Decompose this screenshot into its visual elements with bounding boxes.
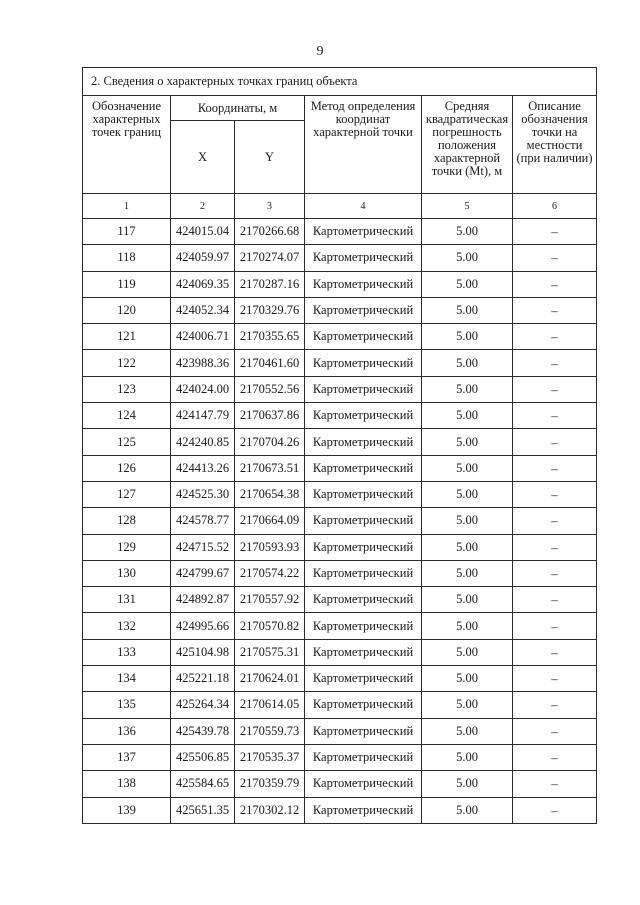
method-cell: Картометрический bbox=[305, 403, 422, 429]
y-coordinate-cell: 2170654.38 bbox=[235, 481, 305, 507]
point-id-cell: 122 bbox=[83, 350, 171, 376]
x-coordinate-cell: 424525.30 bbox=[171, 481, 235, 507]
column-number: 1 bbox=[83, 194, 171, 219]
x-coordinate-cell: 424995.66 bbox=[171, 613, 235, 639]
x-coordinate-cell: 424015.04 bbox=[171, 219, 235, 245]
table-row bbox=[83, 455, 597, 481]
y-coordinate-cell: 2170593.93 bbox=[235, 534, 305, 560]
table-row bbox=[83, 481, 597, 507]
table-row bbox=[83, 718, 597, 744]
description-cell: – bbox=[513, 324, 597, 350]
error-cell: 5.00 bbox=[422, 718, 513, 744]
method-cell: Картометрический bbox=[305, 324, 422, 350]
table-body bbox=[83, 219, 597, 824]
table-row bbox=[83, 560, 597, 586]
table-row bbox=[83, 324, 597, 350]
column-number: 4 bbox=[305, 194, 422, 219]
method-cell: Картометрический bbox=[305, 560, 422, 586]
column-number: 2 bbox=[171, 194, 235, 219]
column-number: 5 bbox=[422, 194, 513, 219]
error-cell: 5.00 bbox=[422, 324, 513, 350]
table-row bbox=[83, 534, 597, 560]
y-coordinate-cell: 2170673.51 bbox=[235, 455, 305, 481]
point-id-cell: 130 bbox=[83, 560, 171, 586]
description-cell: – bbox=[513, 429, 597, 455]
description-cell: – bbox=[513, 666, 597, 692]
description-cell: – bbox=[513, 744, 597, 770]
method-cell: Картометрический bbox=[305, 481, 422, 507]
point-id-cell: 118 bbox=[83, 245, 171, 271]
y-coordinate-cell: 2170637.86 bbox=[235, 403, 305, 429]
description-cell: – bbox=[513, 718, 597, 744]
x-coordinate-cell: 425506.85 bbox=[171, 744, 235, 770]
x-coordinate-cell: 424413.26 bbox=[171, 455, 235, 481]
error-cell: 5.00 bbox=[422, 797, 513, 823]
y-coordinate-cell: 2170535.37 bbox=[235, 744, 305, 770]
description-cell: – bbox=[513, 613, 597, 639]
description-cell: – bbox=[513, 639, 597, 665]
method-cell: Картометрический bbox=[305, 508, 422, 534]
x-coordinate-cell: 424006.71 bbox=[171, 324, 235, 350]
point-id-cell: 128 bbox=[83, 508, 171, 534]
description-cell: – bbox=[513, 560, 597, 586]
y-coordinate-cell: 2170704.26 bbox=[235, 429, 305, 455]
y-coordinate-cell: 2170574.22 bbox=[235, 560, 305, 586]
point-id-cell: 125 bbox=[83, 429, 171, 455]
point-id-cell: 132 bbox=[83, 613, 171, 639]
x-coordinate-cell: 424069.35 bbox=[171, 271, 235, 297]
page-number: 9 bbox=[316, 44, 324, 59]
method-cell: Картометрический bbox=[305, 613, 422, 639]
method-cell: Картометрический bbox=[305, 718, 422, 744]
error-cell: 5.00 bbox=[422, 587, 513, 613]
x-coordinate-cell: 424059.97 bbox=[171, 245, 235, 271]
x-coordinate-cell: 425439.78 bbox=[171, 718, 235, 744]
table-row bbox=[83, 271, 597, 297]
table-row bbox=[83, 797, 597, 823]
method-cell: Картометрический bbox=[305, 744, 422, 770]
y-coordinate-cell: 2170329.76 bbox=[235, 297, 305, 323]
header-x: X bbox=[171, 121, 235, 194]
error-cell: 5.00 bbox=[422, 271, 513, 297]
error-cell: 5.00 bbox=[422, 219, 513, 245]
y-coordinate-cell: 2170461.60 bbox=[235, 350, 305, 376]
description-cell: – bbox=[513, 350, 597, 376]
description-cell: – bbox=[513, 797, 597, 823]
y-coordinate-cell: 2170575.31 bbox=[235, 639, 305, 665]
x-coordinate-cell: 424024.00 bbox=[171, 376, 235, 402]
header-y: Y bbox=[235, 121, 305, 194]
y-coordinate-cell: 2170664.09 bbox=[235, 508, 305, 534]
method-cell: Картометрический bbox=[305, 692, 422, 718]
point-id-cell: 120 bbox=[83, 297, 171, 323]
description-cell: – bbox=[513, 455, 597, 481]
header-coordinates: Координаты, м bbox=[171, 96, 305, 121]
method-cell: Картометрический bbox=[305, 534, 422, 560]
section-title-row bbox=[83, 68, 597, 96]
method-cell: Картометрический bbox=[305, 639, 422, 665]
y-coordinate-cell: 2170355.65 bbox=[235, 324, 305, 350]
point-id-cell: 123 bbox=[83, 376, 171, 402]
column-number: 3 bbox=[235, 194, 305, 219]
method-cell: Картометрический bbox=[305, 587, 422, 613]
y-coordinate-cell: 2170274.07 bbox=[235, 245, 305, 271]
error-cell: 5.00 bbox=[422, 560, 513, 586]
x-coordinate-cell: 425584.65 bbox=[171, 771, 235, 797]
x-coordinate-cell: 424799.67 bbox=[171, 560, 235, 586]
method-cell: Картометрический bbox=[305, 455, 422, 481]
point-id-cell: 136 bbox=[83, 718, 171, 744]
point-id-cell: 121 bbox=[83, 324, 171, 350]
y-coordinate-cell: 2170552.56 bbox=[235, 376, 305, 402]
error-cell: 5.00 bbox=[422, 455, 513, 481]
method-cell: Картометрический bbox=[305, 797, 422, 823]
error-cell: 5.00 bbox=[422, 481, 513, 507]
point-id-cell: 127 bbox=[83, 481, 171, 507]
description-cell: – bbox=[513, 297, 597, 323]
error-cell: 5.00 bbox=[422, 692, 513, 718]
table-row bbox=[83, 508, 597, 534]
error-cell: 5.00 bbox=[422, 403, 513, 429]
table-row bbox=[83, 245, 597, 271]
column-numbers-row bbox=[83, 194, 597, 219]
table-row bbox=[83, 692, 597, 718]
error-cell: 5.00 bbox=[422, 429, 513, 455]
point-id-cell: 117 bbox=[83, 219, 171, 245]
point-id-cell: 133 bbox=[83, 639, 171, 665]
method-cell: Картометрический bbox=[305, 245, 422, 271]
table-row bbox=[83, 771, 597, 797]
description-cell: – bbox=[513, 376, 597, 402]
error-cell: 5.00 bbox=[422, 245, 513, 271]
table-row bbox=[83, 666, 597, 692]
method-cell: Картометрический bbox=[305, 666, 422, 692]
description-cell: – bbox=[513, 771, 597, 797]
y-coordinate-cell: 2170359.79 bbox=[235, 771, 305, 797]
error-cell: 5.00 bbox=[422, 666, 513, 692]
header-point-designation: Обозначение характерных точек границ bbox=[83, 96, 171, 194]
x-coordinate-cell: 424240.85 bbox=[171, 429, 235, 455]
error-cell: 5.00 bbox=[422, 534, 513, 560]
table-row bbox=[83, 350, 597, 376]
table-row bbox=[83, 297, 597, 323]
description-cell: – bbox=[513, 219, 597, 245]
section-title: 2. Сведения о характерных точках границ объекта bbox=[83, 68, 597, 96]
y-coordinate-cell: 2170624.01 bbox=[235, 666, 305, 692]
table-row bbox=[83, 587, 597, 613]
column-number: 6 bbox=[513, 194, 597, 219]
x-coordinate-cell: 424578.77 bbox=[171, 508, 235, 534]
table-row bbox=[83, 429, 597, 455]
y-coordinate-cell: 2170557.92 bbox=[235, 587, 305, 613]
error-cell: 5.00 bbox=[422, 508, 513, 534]
error-cell: 5.00 bbox=[422, 350, 513, 376]
table-row bbox=[83, 613, 597, 639]
x-coordinate-cell: 424715.52 bbox=[171, 534, 235, 560]
x-coordinate-cell: 425264.34 bbox=[171, 692, 235, 718]
description-cell: – bbox=[513, 245, 597, 271]
method-cell: Картометрический bbox=[305, 376, 422, 402]
y-coordinate-cell: 2170559.73 bbox=[235, 718, 305, 744]
point-id-cell: 137 bbox=[83, 744, 171, 770]
description-cell: – bbox=[513, 534, 597, 560]
point-id-cell: 135 bbox=[83, 692, 171, 718]
description-cell: – bbox=[513, 508, 597, 534]
x-coordinate-cell: 423988.36 bbox=[171, 350, 235, 376]
header-method: Метод определения координат характерной точки bbox=[305, 96, 422, 194]
description-cell: – bbox=[513, 587, 597, 613]
table-row bbox=[83, 376, 597, 402]
y-coordinate-cell: 2170287.16 bbox=[235, 271, 305, 297]
method-cell: Картометрический bbox=[305, 350, 422, 376]
error-cell: 5.00 bbox=[422, 771, 513, 797]
x-coordinate-cell: 425221.18 bbox=[171, 666, 235, 692]
x-coordinate-cell: 424147.79 bbox=[171, 403, 235, 429]
point-id-cell: 119 bbox=[83, 271, 171, 297]
point-id-cell: 126 bbox=[83, 455, 171, 481]
boundary-points-table bbox=[82, 67, 597, 824]
table-row bbox=[83, 219, 597, 245]
method-cell: Картометрический bbox=[305, 271, 422, 297]
method-cell: Картометрический bbox=[305, 429, 422, 455]
point-id-cell: 124 bbox=[83, 403, 171, 429]
point-id-cell: 129 bbox=[83, 534, 171, 560]
header-description: Описание обозначения точки на местности (при наличии) bbox=[513, 96, 597, 194]
y-coordinate-cell: 2170614.05 bbox=[235, 692, 305, 718]
point-id-cell: 131 bbox=[83, 587, 171, 613]
description-cell: – bbox=[513, 481, 597, 507]
table-row bbox=[83, 744, 597, 770]
table-row bbox=[83, 639, 597, 665]
error-cell: 5.00 bbox=[422, 297, 513, 323]
x-coordinate-cell: 425104.98 bbox=[171, 639, 235, 665]
header-row bbox=[83, 96, 597, 121]
method-cell: Картометрический bbox=[305, 219, 422, 245]
description-cell: – bbox=[513, 692, 597, 718]
x-coordinate-cell: 425651.35 bbox=[171, 797, 235, 823]
description-cell: – bbox=[513, 403, 597, 429]
y-coordinate-cell: 2170302.12 bbox=[235, 797, 305, 823]
point-id-cell: 138 bbox=[83, 771, 171, 797]
error-cell: 5.00 bbox=[422, 639, 513, 665]
y-coordinate-cell: 2170570.82 bbox=[235, 613, 305, 639]
point-id-cell: 139 bbox=[83, 797, 171, 823]
error-cell: 5.00 bbox=[422, 744, 513, 770]
method-cell: Картометрический bbox=[305, 771, 422, 797]
y-coordinate-cell: 2170266.68 bbox=[235, 219, 305, 245]
x-coordinate-cell: 424052.34 bbox=[171, 297, 235, 323]
method-cell: Картометрический bbox=[305, 297, 422, 323]
point-id-cell: 134 bbox=[83, 666, 171, 692]
table-row bbox=[83, 403, 597, 429]
x-coordinate-cell: 424892.87 bbox=[171, 587, 235, 613]
error-cell: 5.00 bbox=[422, 376, 513, 402]
header-error: Средняя квадратическая погрешность положения характерной точки (Mt), м bbox=[422, 96, 513, 194]
description-cell: – bbox=[513, 271, 597, 297]
error-cell: 5.00 bbox=[422, 613, 513, 639]
